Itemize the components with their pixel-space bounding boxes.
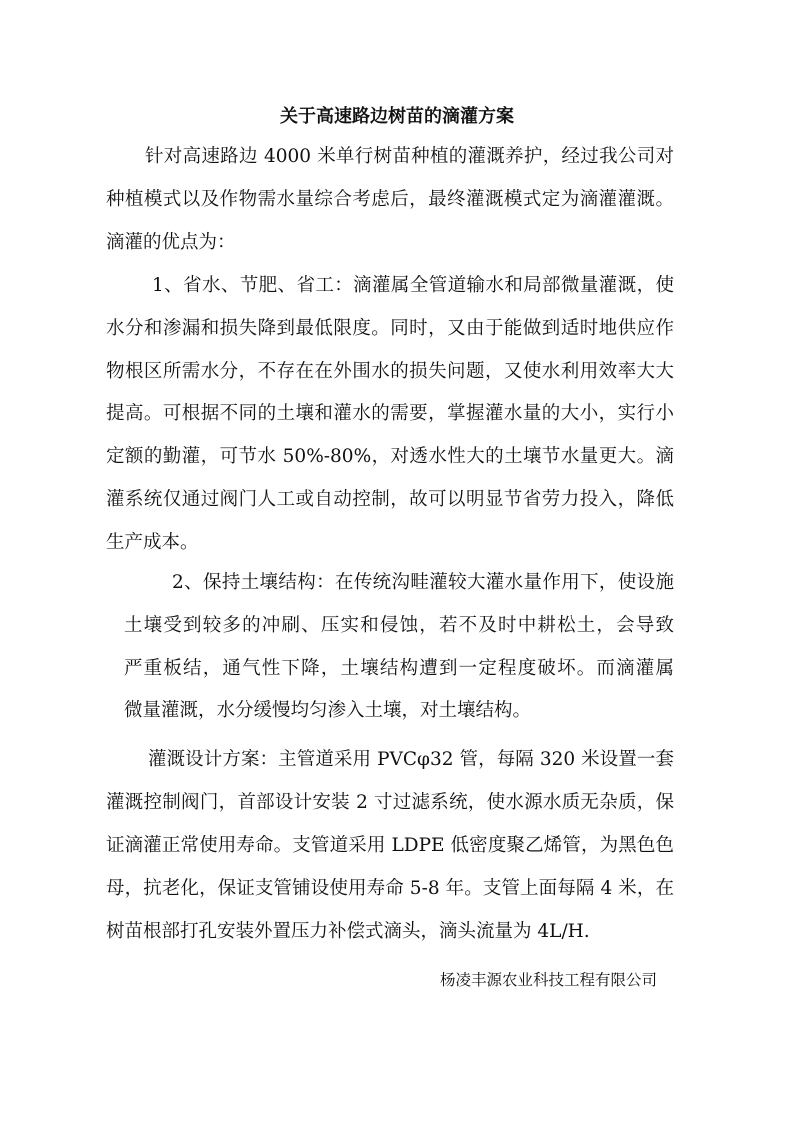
text-line: 灌溉控制阀门，首部设计安装 2 寸过滤系统，使水源水质无杂质，保 (106, 792, 674, 813)
text-line: 物根区所需水分，不存在在外围水的损失问题，又使水利用效率大大 (106, 361, 674, 382)
text-line: 2、保持土壤结构：在传统沟畦灌较大灌水量作用下，使设施 (172, 572, 674, 593)
text-line: 1、省水、节肥、省工：滴灌属全管道输水和局部微量灌溉，使 (152, 275, 674, 296)
text-line: 土壤受到较多的冲刷、压实和侵蚀，若不及时中耕松土，会导致 (124, 615, 674, 636)
text-line: 证滴灌正常使用寿命。支管道采用 LDPE 低密度聚乙烯管，为黑色色 (106, 835, 674, 856)
text-line: 提高。可根据不同的土壤和灌水的需要，掌握灌水量的大小，实行小 (106, 403, 674, 424)
text-line: 定额的勤灌，可节水 50%-80%，对透水性大的土壤节水量更大。滴 (106, 446, 674, 467)
text-line: 微量灌溉，水分缓慢均匀渗入土壤，对土壤结构。 (124, 700, 532, 721)
text-line: 生产成本。 (106, 532, 199, 553)
text-line: 树苗根部打孔安装外置压力补偿式滴头，滴头流量为 4L/H. (106, 921, 590, 942)
text-line: 灌溉设计方案：主管道采用 PVCφ32 管，每隔 320 米设置一套 (148, 749, 674, 770)
text-line: 母，抗老化，保证支管铺设使用寿命 5-8 年。支管上面每隔 4 米，在 (106, 878, 674, 899)
text-line: 滴灌的优点为： (106, 232, 236, 253)
text-line: 种植模式以及作物需水量综合考虑后，最终灌溉模式定为滴灌灌溉。 (106, 189, 674, 210)
text-line: 水分和渗漏和损失降到最低限度。同时，又由于能做到适时地供应作 (106, 318, 674, 339)
text-line: 严重板结，通气性下降，土壤结构遭到一定程度破坏。而滴灌属 (124, 658, 674, 679)
text-line: 灌系统仅通过阀门人工或自动控制，故可以明显节省劳力投入，降低 (106, 489, 674, 510)
company-signature: 杨凌丰源农业科技工程有限公司 (440, 971, 658, 989)
document-title: 关于高速路边树苗的滴灌方案 (280, 106, 514, 127)
text-line: 针对高速路边 4000 米单行树苗种植的灌溉养护，经过我公司对 (145, 146, 674, 167)
